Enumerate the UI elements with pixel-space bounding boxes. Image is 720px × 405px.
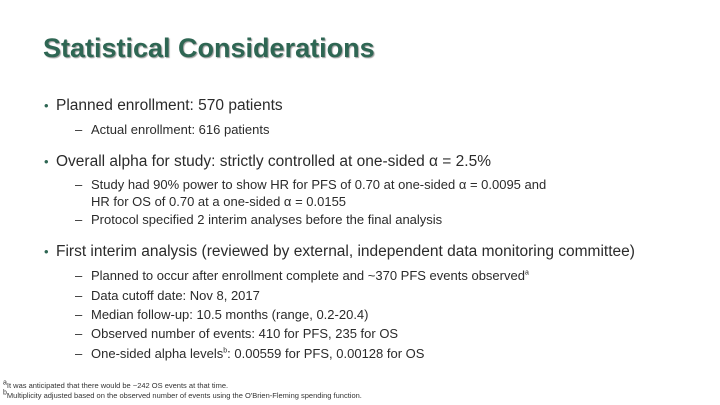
sub-bullet-alpha-levels (75, 346, 424, 361)
sub-bullet-study-power-continued (75, 194, 346, 209)
dash-icon: – (75, 326, 83, 341)
sub-bullet-text: Median follow-up: 10.5 months (range, 0.2-20.4) (91, 307, 369, 322)
footnote-b-marker: b (3, 389, 7, 397)
sub-bullet-interim-analyses (75, 212, 442, 227)
sub-bullet-observed-events (75, 326, 398, 341)
bullet-first-interim (44, 243, 635, 261)
dash-icon: – (75, 346, 83, 361)
bullet-text: Overall alpha for study: strictly controlled at one-sided α = 2.5% (56, 153, 491, 170)
sub-bullet-median-follow-up (75, 307, 369, 322)
sub-bullet-text: One-sided alpha levels (91, 346, 224, 361)
dash-icon: – (75, 212, 83, 227)
sub-bullet-text: Data cutoff date: Nov 8, 2017 (91, 288, 260, 303)
footnote-b (3, 391, 362, 400)
bullet-dot-icon: • (44, 98, 49, 113)
bullet-dot-icon: • (44, 154, 49, 169)
bullet-planned-enrollment (44, 97, 283, 115)
dash-icon: – (75, 268, 83, 283)
sub-bullet-text: Actual enrollment: 616 patients (91, 122, 270, 137)
bullet-text: Planned enrollment: 570 patients (56, 97, 283, 114)
bullet-overall-alpha (44, 153, 491, 171)
sub-bullet-text: Planned to occur after enrollment complete and ~370 PFS events observed (91, 268, 525, 283)
dash-icon: – (75, 307, 83, 322)
sub-bullet-text-tail: : 0.00559 for PFS, 0.00128 for OS (227, 346, 425, 361)
sub-bullet-data-cutoff (75, 288, 260, 303)
dash-icon: – (75, 288, 83, 303)
sub-bullet-planned-occurrence (75, 268, 529, 283)
footnote-marker-b: b (223, 347, 228, 355)
footnote-a-text: It was anticipated that there would be ~242 OS events at that time. (6, 381, 229, 390)
footnote-marker-a: a (524, 269, 529, 277)
footnote-a (3, 381, 228, 390)
footnote-b-text: Multiplicity adjusted based on the observed number of events using the O'Brien-Fleming spending function. (6, 391, 362, 400)
sub-bullet-study-power (75, 177, 546, 192)
sub-bullet-text: Observed number of events: 410 for PFS, 235 for OS (91, 326, 399, 341)
dash-icon: – (75, 177, 83, 192)
sub-bullet-text: HR for OS of 0.70 at a one-sided α = 0.0155 (91, 194, 347, 209)
slide-title: Statistical Considerations (43, 33, 375, 63)
sub-bullet-text: Protocol specified 2 interim analyses before the final analysis (91, 212, 443, 227)
dash-icon: – (75, 122, 83, 137)
footnote-a-marker: a (3, 379, 7, 387)
bullet-dot-icon: • (44, 244, 49, 259)
sub-bullet-actual-enrollment (75, 122, 270, 137)
bullet-text: First interim analysis (reviewed by external, independent data monitoring committee) (56, 243, 635, 260)
sub-bullet-text: Study had 90% power to show HR for PFS of 0.70 at one-sided α = 0.0095 and (91, 177, 547, 192)
